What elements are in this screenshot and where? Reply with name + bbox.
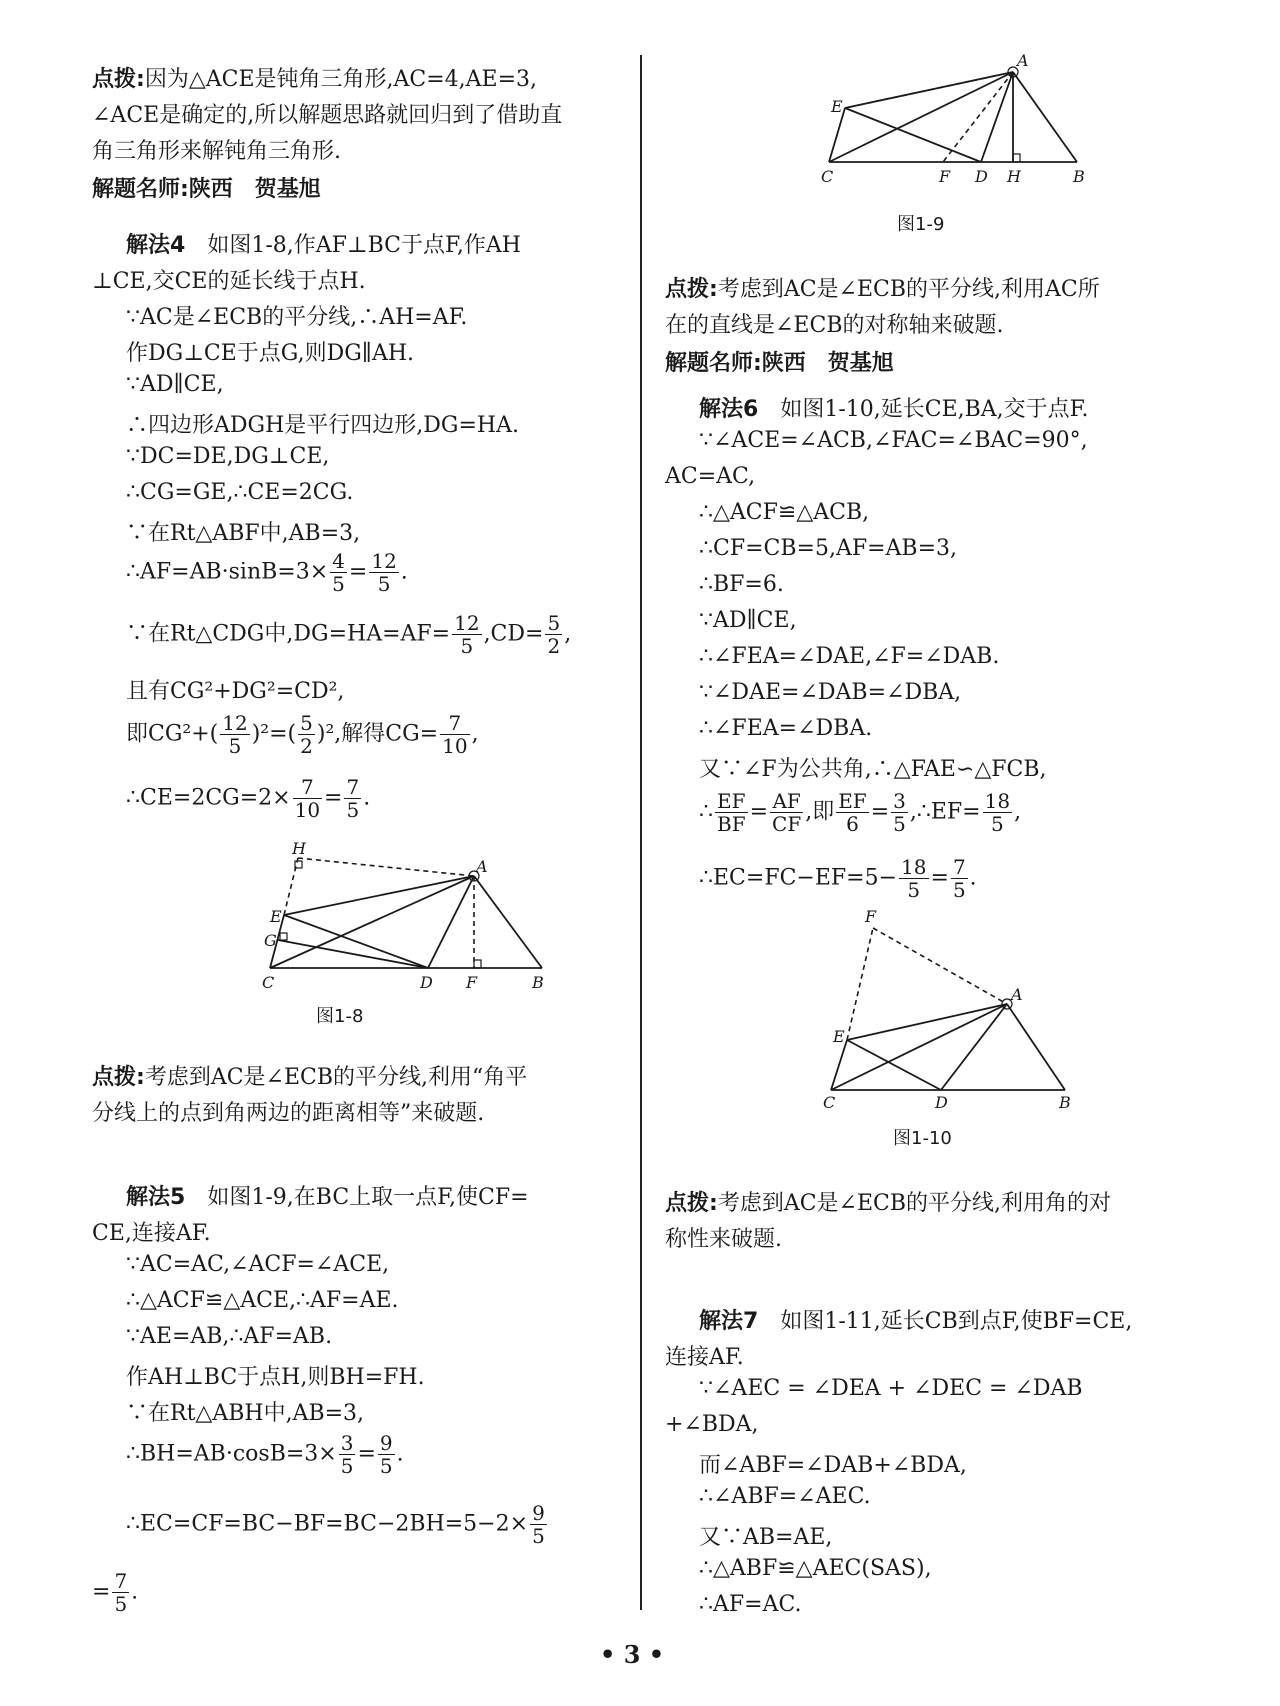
numerator: 9	[532, 1501, 545, 1525]
text-line: 而∠ABF=∠DAB+∠BDA,	[699, 1453, 967, 1478]
method-title: 解法6	[699, 397, 759, 422]
text-line: ∴△ACF≌△ACB,	[699, 500, 870, 525]
denominator: BF	[717, 812, 746, 836]
text-line: ∵AC=AC,∠ACF=∠ACE,	[126, 1252, 390, 1277]
point-label-f: F	[466, 973, 478, 990]
fraction	[899, 856, 928, 901]
numerator: 7	[346, 775, 360, 799]
fraction	[545, 612, 562, 657]
denominator: 2	[300, 734, 313, 758]
denominator: CF	[772, 812, 802, 836]
numerator: 5	[300, 711, 313, 735]
equation-text: ∴BH=AB·cosB=3×	[126, 1441, 337, 1467]
denominator: 5	[990, 812, 1004, 836]
numerator: 7	[440, 712, 469, 735]
text-line: AC=AC,	[665, 464, 756, 489]
method-title: 解法4	[126, 233, 186, 258]
numerator: 12	[454, 611, 480, 635]
denominator: 5	[346, 798, 360, 822]
denominator: 10	[294, 798, 321, 822]
fraction	[220, 712, 249, 757]
point-label-c: C	[262, 973, 275, 990]
figure-caption: 图1-10	[893, 1128, 952, 1149]
point-label-b: B	[532, 973, 544, 990]
hint-3	[665, 272, 1100, 303]
text-line: 且有CG²+DG²=CD²,	[126, 679, 345, 704]
text-line: ∴CG=GE,∴CE=2CG.	[126, 480, 354, 505]
text-line: 作AH⊥BC于点H,则BH=FH.	[126, 1365, 425, 1390]
denominator: 5	[907, 878, 921, 902]
numerator: 18	[984, 789, 1011, 813]
text-line: ∵∠DAE=∠DAB=∠DBA,	[699, 680, 962, 705]
denominator: 5	[460, 634, 474, 658]
equation-text: ∴EC=FC−EF=5−	[699, 865, 898, 891]
equation-ef: ∴ $\frac{EF}{BF}$ = $\frac{AF}{CF}$ ,即 $\frac{EF}{6}$ = $\frac{3}{5}$ ,∴EF= $\frac{18}{5}$ ,	[699, 789, 1022, 836]
hint-1	[92, 62, 537, 93]
text-line: ∴四边形ADGH是平行四边形,DG=HA.	[126, 413, 519, 438]
denominator: 5	[228, 734, 242, 758]
fraction	[344, 776, 361, 821]
text-line: ∴BF=6.	[699, 572, 784, 597]
point-label-h: H	[1007, 167, 1021, 186]
equation-text: )²=(	[251, 721, 297, 747]
fraction	[715, 790, 748, 835]
point-label-e: E	[833, 1027, 845, 1046]
fraction	[293, 776, 322, 821]
figure-caption: 图1-8	[316, 1006, 364, 1027]
numerator: 5	[547, 611, 561, 635]
text-line: 作DG⊥CE于点G,则DG∥AH.	[126, 341, 415, 366]
teacher-credit: 解题名师:陕西 贺基旭	[665, 351, 894, 376]
text-line: ∵AD∥CE,	[126, 372, 224, 397]
text-line: ⊥CE,交CE的延长线于点H.	[92, 269, 366, 294]
numerator: 3	[893, 789, 906, 813]
method-5-line1	[126, 1180, 529, 1211]
denominator: 5	[952, 878, 966, 902]
text-line: ∵在Rt△ABF中,AB=3,	[126, 521, 361, 546]
point-label-c: C	[823, 1093, 836, 1108]
equation-text: ,∴EF=	[909, 799, 981, 825]
hint-4	[665, 1186, 1111, 1217]
equation-text: ∵在Rt△CDG中,DG=HA=AF=	[126, 621, 451, 647]
numerator: 7	[952, 855, 966, 879]
numerator: 3	[340, 1431, 354, 1455]
hint-text: 考虑到AC是∠ECB的平分线,利用角的对	[717, 1191, 1112, 1216]
equation-text: ∴CE=2CG=2×	[126, 785, 291, 811]
text-line: 在的直线是∠ECB的对称轴来破题.	[665, 313, 1004, 338]
equation-text: ∴AF=AB·sinB=3×	[126, 559, 329, 585]
point-label-e: E	[831, 97, 843, 116]
numerator: EF	[838, 789, 867, 813]
point-label-b: B	[1073, 167, 1085, 186]
text-line: ∵AD∥CE,	[699, 608, 797, 633]
text-line: ∠ACE是确定的,所以解题思路就回归到了借助直	[92, 103, 563, 128]
point-label-a: A	[1017, 51, 1029, 70]
hint-label: 点拨:	[665, 277, 718, 302]
text-line: ∴∠ABF=∠AEC.	[699, 1484, 871, 1509]
denominator: 2	[547, 634, 561, 658]
equation-text: 即CG²+(	[126, 721, 219, 747]
denominator: 5	[893, 812, 906, 836]
equation-text: ,即	[805, 799, 835, 825]
figure-1-10	[815, 908, 1075, 1108]
text-line: +∠BDA,	[665, 1412, 759, 1437]
point-label-f: F	[939, 167, 951, 186]
fraction	[836, 790, 868, 835]
text-line: ∵AE=AB,∴AF=AB.	[126, 1324, 333, 1349]
numerator: 18	[901, 855, 927, 879]
numerator: 12	[371, 549, 397, 573]
fraction	[891, 790, 908, 835]
point-label-a: A	[476, 857, 488, 876]
denominator: 5	[377, 572, 391, 596]
equation-result: = $\frac{7}{5}$ .	[92, 1569, 139, 1616]
equation-ec: ∴EC=FC−EF=5− $\frac{18}{5}$ = $\frac{7}{5}$ .	[699, 855, 977, 902]
equation-text: )²,解得CG=	[316, 721, 439, 747]
denominator: 5	[340, 1454, 354, 1478]
figure-1-8	[252, 840, 552, 990]
text-line: 连接AF.	[665, 1345, 744, 1370]
denominator: 5	[114, 1592, 128, 1616]
fraction	[951, 856, 968, 901]
equation-bh: ∴BH=AB·cosB=3× $\frac{3}{5}$ = $\frac{9}{5}$ .	[126, 1431, 404, 1478]
hint-2	[92, 1060, 527, 1091]
fraction	[369, 550, 398, 595]
point-label-d: D	[420, 973, 433, 990]
numerator: 4	[332, 549, 345, 573]
text-line: ∵∠AEC = ∠DEA + ∠DEC = ∠DAB	[699, 1376, 1083, 1401]
text-line: 如图1-8,作AF⊥BC于点F,作AH	[207, 233, 521, 258]
fraction	[339, 1432, 356, 1477]
numerator: 7	[114, 1569, 128, 1593]
point-label-e: E	[270, 907, 282, 926]
numerator: AF	[770, 790, 803, 813]
point-label-g: G	[264, 931, 277, 950]
fraction	[770, 790, 803, 835]
denominator: 5	[379, 1454, 393, 1478]
text-line: ∵DC=DE,DG⊥CE,	[126, 444, 330, 469]
hint-text: 考虑到AC是∠ECB的平分线,利用AC所	[717, 277, 1100, 302]
fraction	[530, 1502, 547, 1547]
point-label-d: D	[935, 1093, 948, 1108]
text-line: 如图1-10,延长CE,BA,交于点F.	[780, 397, 1089, 422]
equation-text: =	[92, 1579, 111, 1605]
text-line: 如图1-9,在BC上取一点F,使CF=	[207, 1185, 529, 1210]
figure-1-9	[815, 50, 1085, 190]
denominator: 5	[532, 1524, 545, 1548]
method-7-line1	[699, 1304, 1132, 1335]
equation-text: ,CD=	[483, 621, 544, 647]
fraction	[112, 1570, 129, 1615]
text-line: ∴△ABF≌△AEC(SAS),	[699, 1556, 932, 1581]
text-line: 分线上的点到角两边的距离相等”来破题.	[92, 1101, 485, 1126]
equation-text: ∴EC=CF=BC−BF=BC−2BH=5−2×	[126, 1511, 529, 1537]
text-line: ∵∠ACE=∠ACB,∠FAC=∠BAC=90°,	[699, 428, 1088, 453]
fraction	[983, 790, 1012, 835]
numerator: 12	[222, 711, 248, 735]
text-line: 称性来破题.	[665, 1227, 782, 1252]
method-title: 解法5	[126, 1185, 186, 1210]
text-line: 又∵AB=AE,	[699, 1525, 833, 1550]
hint-label: 点拨:	[92, 67, 145, 92]
hint-label: 点拨:	[92, 1065, 145, 1090]
teacher-credit: 解题名师:陕西 贺基旭	[92, 177, 321, 202]
equation-ce: ∴CE=2CG=2× $\frac{7}{10}$ = $\frac{7}{5}$ .	[126, 775, 371, 822]
equation-dg: ∵在Rt△CDG中,DG=HA=AF= $\frac{12}{5}$ ,CD= $\frac{5}{2}$ ,	[126, 611, 572, 658]
denominator: 6	[846, 812, 859, 836]
numerator: 7	[293, 776, 322, 799]
column-divider	[640, 55, 642, 1610]
denominator: 5	[332, 572, 345, 596]
fraction	[330, 550, 347, 595]
point-label-b: B	[1059, 1093, 1071, 1108]
numerator: 9	[379, 1431, 393, 1455]
page-number: • 3 •	[600, 1640, 665, 1669]
method-4-line1	[126, 228, 521, 259]
hint-label: 点拨:	[665, 1191, 718, 1216]
method-6-line1	[699, 392, 1089, 423]
point-label-f: F	[865, 908, 877, 926]
equation-ec	[126, 1502, 549, 1547]
fraction	[298, 712, 315, 757]
text-line: ∴CF=CB=5,AF=AB=3,	[699, 536, 958, 561]
hint-text: 因为△ACE是钝角三角形,AC=4,AE=3,	[144, 67, 538, 92]
point-label-a: A	[1011, 985, 1023, 1004]
text-line: ∵AC是∠ECB的平分线,∴AH=AF.	[126, 305, 468, 330]
text-line: ∴∠FEA=∠DAE,∠F=∠DAB.	[699, 644, 1000, 669]
fraction	[452, 612, 481, 657]
equation-cg: 即CG²+( $\frac{12}{5}$ )²=( $\frac{5}{2}$ )²,解得CG= $\frac{7}{10}$ ,	[126, 711, 479, 758]
text-line: 角三角形来解钝角三角形.	[92, 139, 341, 164]
hint-text: 考虑到AC是∠ECB的平分线,利用“角平	[144, 1065, 528, 1090]
method-title: 解法7	[699, 1309, 759, 1334]
figure-caption: 图1-9	[897, 214, 945, 235]
fraction	[378, 1432, 395, 1477]
point-label-h: H	[292, 840, 306, 858]
point-label-d: D	[975, 167, 988, 186]
text-line: 又∵∠F为公共角,∴△FAE∽△FCB,	[699, 757, 1047, 782]
text-line: CE,连接AF.	[92, 1221, 211, 1246]
text-line: ∵在Rt△ABH中,AB=3,	[126, 1401, 365, 1426]
equation-af: ∴AF=AB·sinB=3× $\frac{4}{5}$ = $\frac{12}{5}$ .	[126, 549, 408, 596]
fraction	[440, 712, 469, 757]
text-line: 如图1-11,延长CB到点F,使BF=CE,	[780, 1309, 1133, 1334]
numerator: EF	[715, 790, 748, 813]
text-line: ∴△ACF≌△ACE,∴AF=AE.	[126, 1288, 399, 1313]
denominator: 10	[442, 734, 468, 758]
point-label-c: C	[821, 167, 834, 186]
text-line: ∴AF=AC.	[699, 1592, 802, 1617]
text-line: ∴∠FEA=∠DBA.	[699, 716, 873, 741]
